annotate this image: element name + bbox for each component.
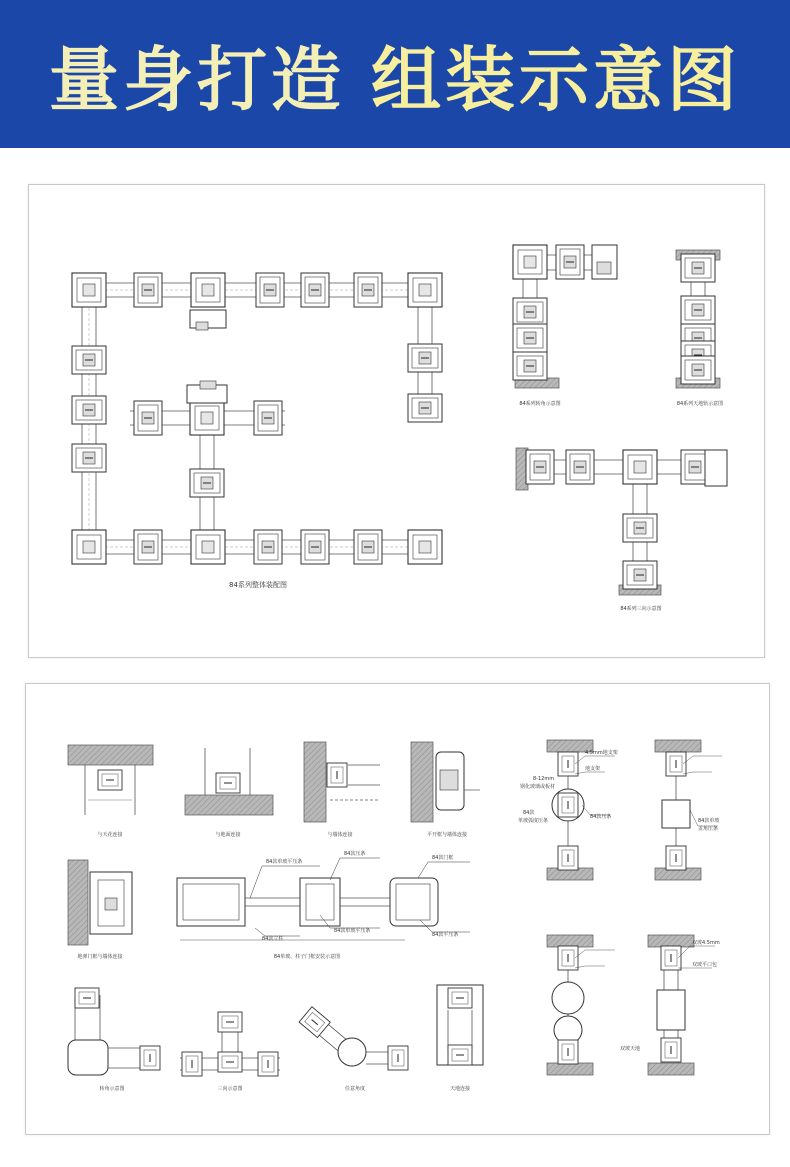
annotation-a6: 84款立柱	[262, 936, 284, 942]
annotation-s1: 4.5mm地支架	[585, 750, 618, 756]
single-glass-column-drawing-2	[547, 935, 593, 1075]
caption-wall: 与墙体连接	[327, 832, 353, 838]
title-part1: 量身打造	[49, 38, 345, 121]
annotation-a5: 84款单玻平压条	[334, 928, 371, 934]
caption-three-way-84: 84系列三向示意图	[620, 606, 662, 612]
single-glass-drawing	[177, 878, 438, 940]
caption-floor-ceiling-84: 84系列天地轨示意图	[676, 401, 724, 407]
caption-floor-ceiling: 天地连接	[449, 1086, 471, 1092]
annotation-a1: 84款单玻平压条	[266, 859, 303, 865]
annotation-a3: 84款门框	[432, 855, 454, 861]
annotation-s9: 盖角压条	[698, 826, 719, 832]
annotation-s12: 双玻天地	[620, 1046, 641, 1052]
caption-ceiling: 与天花连接	[97, 832, 123, 838]
casement-wall-drawing	[411, 742, 480, 822]
ceiling-connection-drawing	[68, 745, 153, 815]
annotation-s11: 双玻平口包	[692, 962, 718, 968]
double-glass-column-drawing-2	[648, 935, 694, 1075]
caption-corner-84: 84系列转角示意图	[519, 401, 561, 407]
wall-connection-drawing	[304, 742, 380, 822]
annotation-s3: 8-12mm	[533, 776, 555, 782]
caption-any-angle: 任意角度	[344, 1086, 366, 1092]
caption-single-glass: 84单玻、柱子门框安装示意图	[273, 954, 341, 960]
annotation-s2: 地支架	[585, 766, 601, 772]
title-part2: 组装示意图	[371, 38, 741, 121]
caption-overall: 84系列整体装配图	[229, 581, 287, 589]
annotation-a4: 84款平压条	[432, 932, 459, 938]
annotation-s6: 84款	[523, 810, 535, 816]
caption-casement-wall: 平开框与墙体连接	[426, 832, 468, 838]
annotation-s8: 84款单玻	[698, 818, 720, 824]
three-way-drawing-2	[180, 1012, 280, 1076]
caption-floor: 与地面连接	[215, 832, 241, 838]
caption-three-way: 三向示意图	[217, 1086, 243, 1092]
annotation-s4: 钢化玻璃或板材	[520, 784, 556, 790]
any-angle-drawing	[299, 1007, 408, 1070]
caption-door-frame-wall: 地弹门框与墙体连接	[77, 954, 123, 960]
corner-drawing-2	[68, 988, 160, 1075]
caption-corner: 转角示意图	[99, 1086, 125, 1092]
annotation-s5: 84款压条	[590, 814, 612, 820]
overall-posts	[72, 273, 442, 564]
annotation-a2: 84款压条	[344, 851, 366, 857]
floor-connection-drawing	[185, 748, 273, 815]
annotation-s7: 单玻弧度压条	[518, 818, 549, 824]
door-frame-wall-drawing	[68, 860, 132, 945]
annotation-s10: 双玻4.5mm	[692, 940, 720, 946]
floor-ceiling-drawing-2	[437, 985, 483, 1065]
double-glass-column-drawing-1	[655, 740, 701, 880]
